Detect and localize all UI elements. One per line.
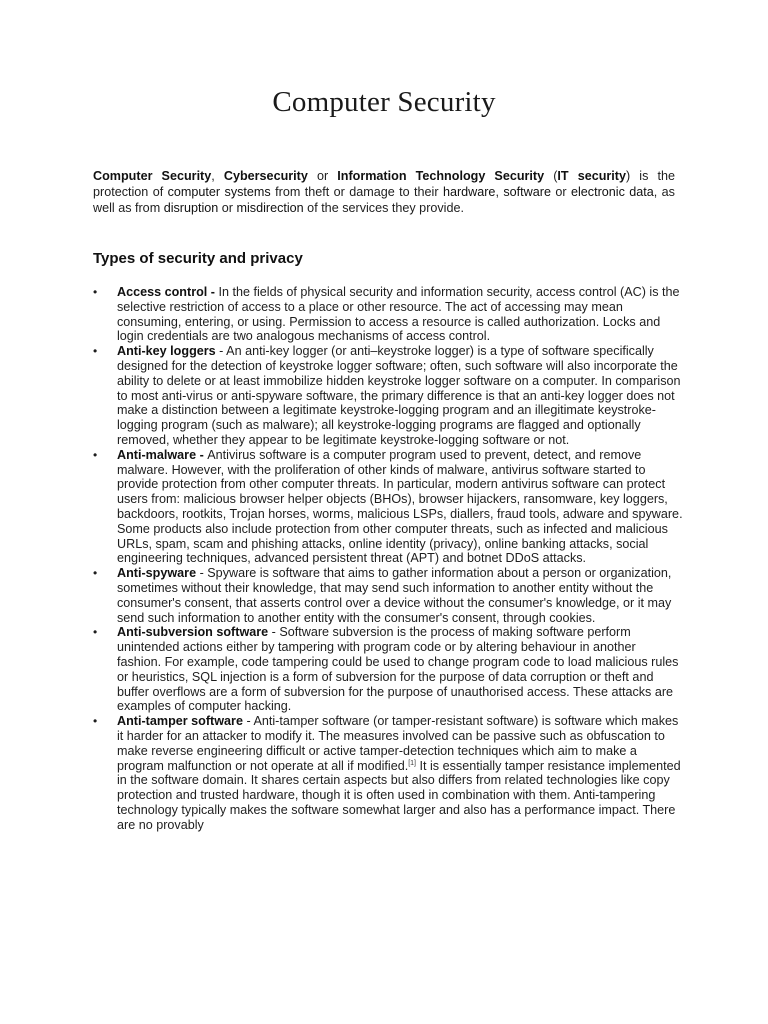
section-heading: Types of security and privacy: [93, 250, 303, 267]
intro-link[interactable]: software: [503, 185, 551, 199]
item-term[interactable]: Anti-tamper software: [117, 714, 243, 729]
intro-link[interactable]: electronic data: [570, 185, 654, 199]
item-text: In the fields of physical security and information security, access control (AC) is the selective restriction of access to a place or other resource. The act of accessing may mean consuming, entering, or using. Permission to access a resource is called authorization. Locks and login credentials are two analogous mechanisms of access control.: [117, 285, 680, 344]
list-item-anti-malware: [93, 448, 683, 566]
item-text: Antivirus software is a computer program used to prevent, detect, and remove malware. However, with the proliferation of other kinds of malware, antivirus software started to provide protection from other computer threats. In particular, modern antivirus software can protect users from: malicious browser helper objects (BHOs), browser hijackers, ransomware, key loggers, backdoors, rootkits, Trojan horses, worms, malicious LSPs, diallers, fraud tools, adware and spyware. Some products also include protection from other computer threats, such as infected and malicious URLs, spam, scam and phishing attacks, online identity (privacy), online banking attacks, social engineering techniques, advanced persistent threat (APT) and botnet DDoS attacks.: [117, 447, 683, 566]
intro-term[interactable]: Cybersecurity: [223, 169, 308, 183]
bullet-icon: •: [93, 447, 98, 462]
list-item-anti-spyware: [93, 566, 683, 625]
intro-term[interactable]: IT security: [557, 169, 627, 183]
security-types-list: [93, 285, 683, 832]
list-item-anti-tamper: [93, 714, 683, 832]
item-text-continued: It is essentially tamper resistance implemented in the software domain. It shares certain aspects but also differs from related technologies like copy protection and trusted hardware, though it is often used in combination with them. Anti-tampering technology typically makes the software somewhat larger and also has a performance impact. There are no provably: [117, 758, 681, 832]
intro-link[interactable]: misdirection: [236, 201, 304, 215]
item-text: - Software subversion is the process of making software perform unintended actions either by tampering with program code or by altering behaviour in another fashion. For example, code tampering could be used to change program code to load malicious rules or heuristics, SQL injection is a form of subversion for the purpose of data corruption or theft and buffer overflows are a form of subversion for the purpose of unauthorised access. These attacks are examples of computer hacking.: [117, 625, 679, 714]
intro-link[interactable]: hardware: [442, 185, 496, 199]
item-term[interactable]: Anti-subversion software: [117, 625, 269, 640]
item-term[interactable]: Anti-key loggers: [117, 344, 216, 359]
page-title: Computer Security: [272, 86, 496, 118]
item-term[interactable]: Anti-malware -: [117, 447, 208, 462]
list-item-anti-subversion: [93, 625, 683, 714]
bullet-icon: •: [93, 625, 98, 640]
list-item-anti-key-loggers: [93, 344, 683, 448]
list-item-access-control: [93, 285, 683, 344]
intro-term[interactable]: Computer Security: [93, 169, 212, 183]
item-term[interactable]: Access control -: [117, 285, 219, 299]
item-text: - Spyware is software that aims to gather information about a person or organization, sometimes without their knowledge, that may send such information to another entity without the consumer's consent, that asserts control over a device without the consumer's knowledge, or it may send such information to another entity with the consumer's consent, through cookies.: [117, 566, 672, 625]
item-term[interactable]: Anti-spyware: [117, 566, 197, 581]
item-text: - Anti-tamper software (or tamper-resistant software) is software which makes it harder for an attacker to modify it. The measures involved can be passive such as obfuscation to make reverse engineering difficult or active tamper-detection techniques which aim to make a program malfunction or not operate at all if modified.: [117, 714, 679, 773]
bullet-icon: •: [93, 566, 98, 581]
footnote-link[interactable]: [1]: [408, 759, 417, 767]
bullet-icon: •: [93, 285, 98, 299]
bullet-icon: •: [93, 714, 98, 729]
intro-paragraph: Computer Security, Cybersecurity or Information Technology Security (IT security) is the protection of computer systems from theft or damage to their hardware, software or electronic data, as well as from disruption or misdirection of the services they provide.: [93, 169, 675, 215]
intro-term[interactable]: Information Technology Security: [337, 169, 545, 183]
item-text: - An anti-key logger (or anti–keystroke logger) is a type of software specifically designed for the detection of keystroke logger software; often, such software will also incorporate the ability to delete or at least immobilize hidden keystroke logger software on a computer. In comparison to most anti-virus or anti-spyware software, the primary difference is that an anti-key logger does not make a distinction between a legitimate keystroke-logging program and an illegitimate keystroke-logging program (such as malware); all keystroke-logging programs are flagged and optionally removed, whether they appear to be legitimate keystroke-logging software or not.: [117, 344, 681, 447]
intro-link[interactable]: disruption: [163, 201, 219, 215]
intro-link[interactable]: computer systems: [167, 185, 271, 199]
bullet-icon: •: [93, 344, 98, 359]
